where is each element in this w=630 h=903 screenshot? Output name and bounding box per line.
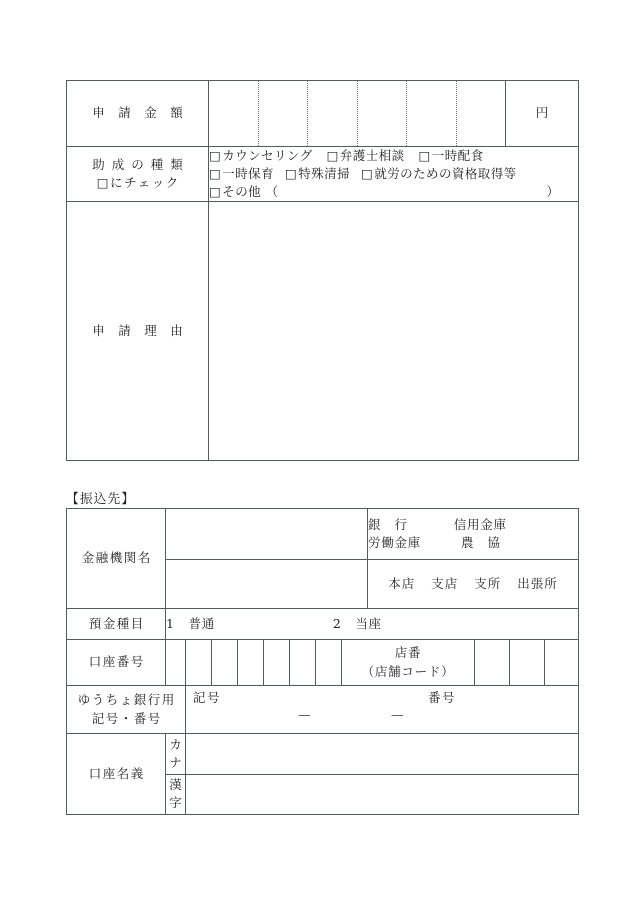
account-holder-label: 口座名義 [67,734,166,815]
yucho-label [67,686,186,734]
transfer-section-heading: 【振込先】 [66,492,136,507]
financial-institution-office-types [368,560,579,609]
kanji-label-char2: 字 [169,795,182,811]
amount-label: 申 請 金 額 [67,81,209,147]
fi-type-bank[interactable]: 銀 行 [368,516,408,532]
account-holder-kanji-input[interactable] [186,774,579,815]
yucho-fields[interactable] [186,686,579,734]
bank-transfer-table [66,508,579,815]
financial-institution-branch-input[interactable] [166,560,368,609]
shop-code-label [342,640,475,686]
shop-code-cell[interactable] [475,640,510,686]
office-type-head[interactable]: 本店 [388,575,416,591]
reason-row [67,202,579,461]
deposit-option-1-number: 1 [166,615,175,631]
account-number-cell[interactable] [264,640,290,686]
fi-type-nokyo[interactable]: 農 協 [461,535,501,550]
amount-row [67,81,579,147]
kana-label [166,734,186,775]
kana-label-char2: ナ [169,754,182,770]
aid-type-options [209,147,579,202]
checkbox-lawyer-consult[interactable]: □ [326,148,339,163]
fi-type-rodo-kinko[interactable]: 労働金庫 [368,535,422,550]
aid-type-row [67,147,579,202]
aid-option-special-cleaning[interactable]: 特殊清掃 [298,166,351,182]
yucho-body [186,686,578,733]
checkbox-other[interactable]: □ [209,184,222,200]
account-number-cell[interactable] [186,640,212,686]
yucho-label-line2: 記号・番号 [91,710,162,726]
yucho-kigou-label: 記号 [193,690,222,705]
application-table [66,80,579,461]
deposit-option-1-label[interactable]: 普通 [188,615,215,631]
checkbox-qualification-for-work[interactable]: □ [361,166,374,182]
office-type-branch[interactable]: 支店 [431,575,459,591]
yucho-row [67,686,579,734]
office-type-sub-office[interactable]: 支所 [474,575,502,591]
amount-digit-cell[interactable] [407,81,457,146]
aid-type-label-line2: □にチェック [96,175,180,191]
aid-option-other[interactable]: その他 [222,184,262,200]
shop-code-cell[interactable] [510,640,545,686]
account-number-cell[interactable] [166,640,186,686]
aid-type-options-row2 [209,165,578,183]
yucho-separator-2: — [391,707,404,722]
account-number-cell[interactable] [316,640,342,686]
kanji-label [166,774,186,815]
yucho-bangou-label: 番号 [428,690,457,705]
aid-type-label [67,147,209,202]
aid-other-paren-open: （ [265,184,279,200]
financial-institution-row-1 [67,509,579,560]
financial-institution-name-input[interactable] [166,509,368,560]
account-holder-kana-row [67,734,579,775]
amount-digit-cell[interactable] [259,81,309,146]
deposit-option-2-number: 2 [332,615,342,631]
office-type-field-office[interactable]: 出張所 [517,575,558,591]
account-number-cell[interactable] [290,640,316,686]
account-number-cell[interactable] [212,640,238,686]
aid-type-label-line1: 助 成 の 種 類 [92,157,185,173]
account-holder-kana-input[interactable] [186,734,579,775]
aid-type-options-row3 [209,183,578,201]
deposit-type-label: 預金種目 [67,609,166,640]
deposit-option-2-label[interactable]: 当座 [355,615,382,631]
amount-digit-cell[interactable] [308,81,358,146]
aid-type-options-row1 [209,147,578,165]
aid-option-temporary-meal[interactable]: 一時配食 [431,148,484,163]
reason-label: 申 請 理 由 [67,202,209,461]
amount-unit-yen: 円 [506,81,579,147]
kana-label-char1: カ [169,736,182,752]
checkbox-special-cleaning[interactable]: □ [285,166,298,182]
amount-digit-cell[interactable] [358,81,408,146]
aid-option-lawyer-consult[interactable]: 弁護士相談 [339,148,405,163]
deposit-type-row [67,609,579,640]
amount-digit-field[interactable] [209,81,506,147]
shop-code-cell[interactable] [545,640,579,686]
aid-other-paren-close: ） [546,184,560,200]
account-number-cell[interactable] [238,640,264,686]
yucho-separator-1: — [298,707,311,722]
shop-code-label-line2: （店舗コード） [361,663,455,679]
checkbox-temporary-meal[interactable]: □ [418,148,431,163]
aid-option-qualification-for-work[interactable]: 就労のための資格取得等 [374,166,517,182]
kanji-label-char1: 漢 [169,777,182,793]
deposit-type-options [166,609,579,640]
checkbox-counseling[interactable]: □ [209,148,222,163]
amount-digit-grid [209,81,505,146]
amount-digit-cell[interactable] [457,81,506,146]
financial-institution-label: 金融機関名 [67,509,166,609]
fi-type-shinkin[interactable]: 信用金庫 [453,516,507,532]
amount-digit-cell[interactable] [209,81,259,146]
reason-input[interactable] [209,202,579,461]
aid-option-counseling[interactable]: カウンセリング [222,148,313,163]
financial-institution-types [368,509,579,560]
yucho-label-line1: ゆうちょ銀行用 [77,692,176,708]
account-number-row [67,640,579,686]
account-number-label: 口座番号 [67,640,166,686]
aid-option-temporary-childcare[interactable]: 一時保育 [222,166,275,182]
checkbox-temporary-childcare[interactable]: □ [209,166,222,182]
fi-types-row1 [368,516,578,534]
fi-types-row2 [368,534,578,552]
shop-code-label-line1: 店番 [394,645,422,661]
